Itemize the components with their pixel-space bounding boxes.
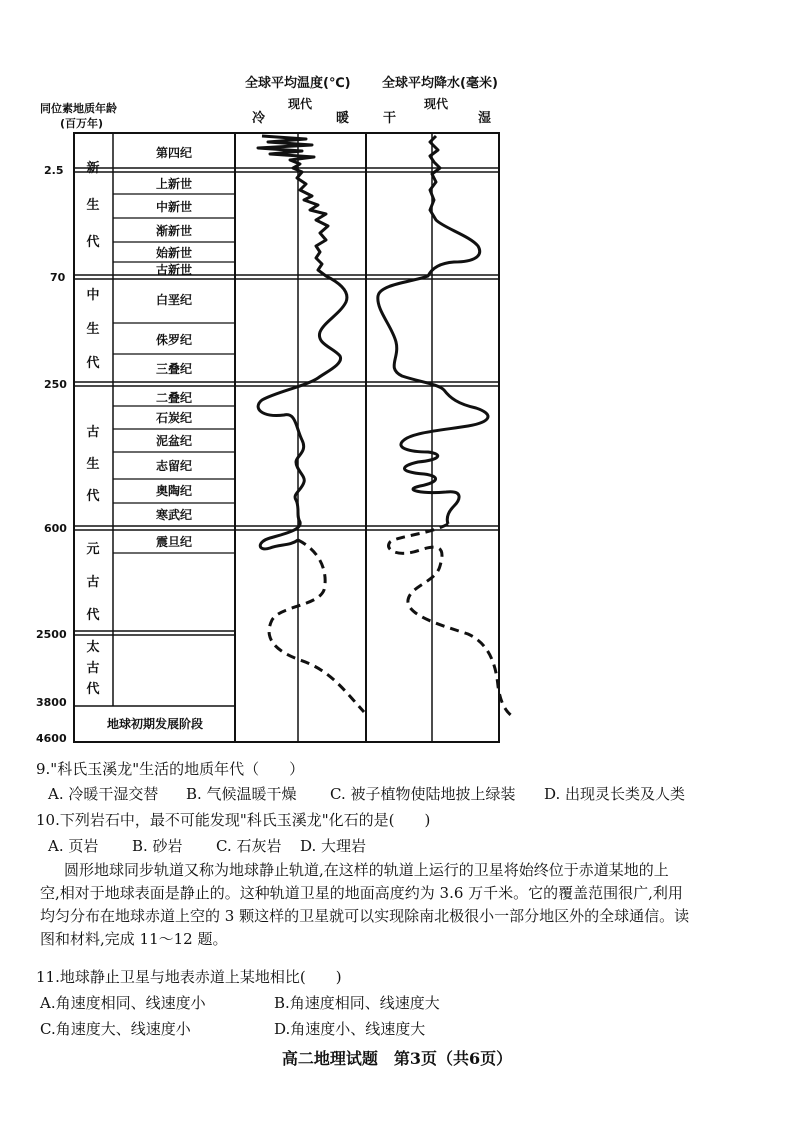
label-modern-temp: 现代: [288, 97, 313, 111]
label-cold: 冷: [252, 111, 266, 126]
era-label: [86, 542, 100, 623]
era-char: 古: [86, 575, 100, 590]
age-tick: 70: [50, 271, 66, 284]
era-char: 生: [86, 322, 100, 337]
age-tick: 2.5: [44, 164, 64, 177]
q9-option-a[interactable]: A. 冷暖干湿交替: [48, 785, 159, 803]
era-char: 古: [86, 661, 100, 676]
period-label: 白垩纪: [155, 293, 193, 307]
chart-frame: [74, 133, 499, 742]
era-char: 代: [86, 356, 100, 371]
q11-option-c[interactable]: C.角速度大、线速度小: [40, 1020, 191, 1038]
period-label: 侏罗纪: [155, 333, 193, 347]
period-label: 奥陶纪: [155, 484, 193, 498]
period-label: 三叠纪: [155, 362, 193, 376]
period-label: 始新世: [155, 246, 193, 260]
label-dry: 干: [383, 111, 397, 126]
age-tick: 600: [44, 522, 67, 535]
period-label: 寒武纪: [155, 508, 193, 522]
material-paragraph: [40, 859, 740, 882]
material-line: 均匀分布在地球赤道上空的 3 颗这样的卫星就可以实现除南北极很小一部分地区外的全球通信。读: [40, 907, 690, 925]
era-char: 生: [86, 457, 100, 472]
era-char: 代: [86, 489, 100, 504]
q9-option-d[interactable]: D. 出现灵长类及人类: [544, 785, 686, 803]
header-temperature: 全球平均温度(℃): [245, 76, 351, 91]
era-char: 代: [86, 608, 100, 623]
header-precipitation: 全球平均降水(毫米): [382, 76, 498, 91]
question-9-stem: 9."科氏玉溪龙"生活的地质年代（ ）: [36, 760, 305, 778]
question-10-stem: 10.下列岩石中，最不可能发现"科氏玉溪龙"化石的是( ): [36, 811, 431, 829]
label-modern-precip: 现代: [424, 97, 449, 111]
period-label: 震旦纪: [155, 535, 193, 549]
period-label: 泥盆纪: [155, 434, 193, 448]
era-label: [86, 287, 100, 371]
q11-option-d[interactable]: D.角速度小、线速度大: [274, 1020, 426, 1038]
era-char: 生: [86, 198, 100, 213]
period-label: 石炭纪: [155, 411, 193, 425]
era-char: 元: [86, 542, 100, 557]
period-label: 上新世: [155, 177, 193, 191]
material-line: 空,相对于地球表面是静止的。这种轨道卫星的地面高度约为 3.6 万千米。它的覆盖范围很广,利用: [40, 884, 683, 902]
period-label: 第四纪: [155, 146, 193, 160]
q11-option-a[interactable]: A.角速度相同、线速度小: [40, 994, 206, 1012]
question-11-stem: 11.地球静止卫星与地表赤道上某地相比( ): [36, 968, 342, 986]
early-stage-label: 地球初期发展阶段: [106, 717, 204, 731]
precipitation-curve-dashed: [389, 524, 512, 716]
q10-option-d[interactable]: D. 大理岩: [300, 837, 367, 855]
era-char: 中: [86, 288, 100, 303]
era-char: 太: [86, 640, 100, 655]
label-warm: 暖: [336, 111, 350, 126]
age-tick: 250: [44, 378, 67, 391]
q9-option-b[interactable]: B. 气候温暖干燥: [186, 785, 297, 803]
material-line: 图和材料,完成 11～12 题。: [40, 930, 228, 948]
age-axis-title: 同位素地质年龄: [40, 102, 117, 115]
era-boundaries: [74, 168, 499, 706]
temperature-curve-dashed: [269, 540, 364, 712]
era-label: [86, 424, 100, 504]
period-label: 渐新世: [155, 224, 193, 238]
age-tick: 3800: [36, 696, 67, 709]
q11-option-b[interactable]: B.角速度相同、线速度大: [274, 994, 440, 1012]
era-char: 代: [86, 235, 100, 250]
era-label: [86, 639, 100, 697]
era-char: 代: [86, 682, 100, 697]
period-label: 志留纪: [155, 459, 193, 473]
q10-option-a[interactable]: A. 页岩: [48, 837, 99, 855]
label-wet: 湿: [478, 111, 492, 126]
material-paragraph-cont: [40, 882, 740, 951]
age-axis-unit: (百万年): [60, 117, 104, 130]
age-tick: 4600: [36, 732, 67, 745]
period-label: 中新世: [155, 200, 193, 214]
period-label: 二叠纪: [155, 391, 193, 405]
temperature-curve: [258, 136, 347, 549]
precipitation-curve: [378, 136, 488, 524]
era-label: [86, 160, 100, 250]
q10-option-c[interactable]: C. 石灰岩: [216, 837, 282, 855]
age-tick: 2500: [36, 628, 67, 641]
q10-option-b[interactable]: B. 砂岩: [132, 837, 183, 855]
page-footer: 高二地理试题 第3页（共6页）: [281, 1049, 513, 1068]
material-line: 圆形地球同步轨道又称为地球静止轨道,在这样的轨道上运行的卫星将始终位于赤道某地的上: [64, 861, 669, 879]
period-label: 古新世: [155, 263, 193, 277]
era-char: 古: [86, 425, 100, 440]
q9-option-c[interactable]: C. 被子植物使陆地披上绿装: [330, 785, 516, 803]
era-char: 新: [86, 161, 100, 176]
